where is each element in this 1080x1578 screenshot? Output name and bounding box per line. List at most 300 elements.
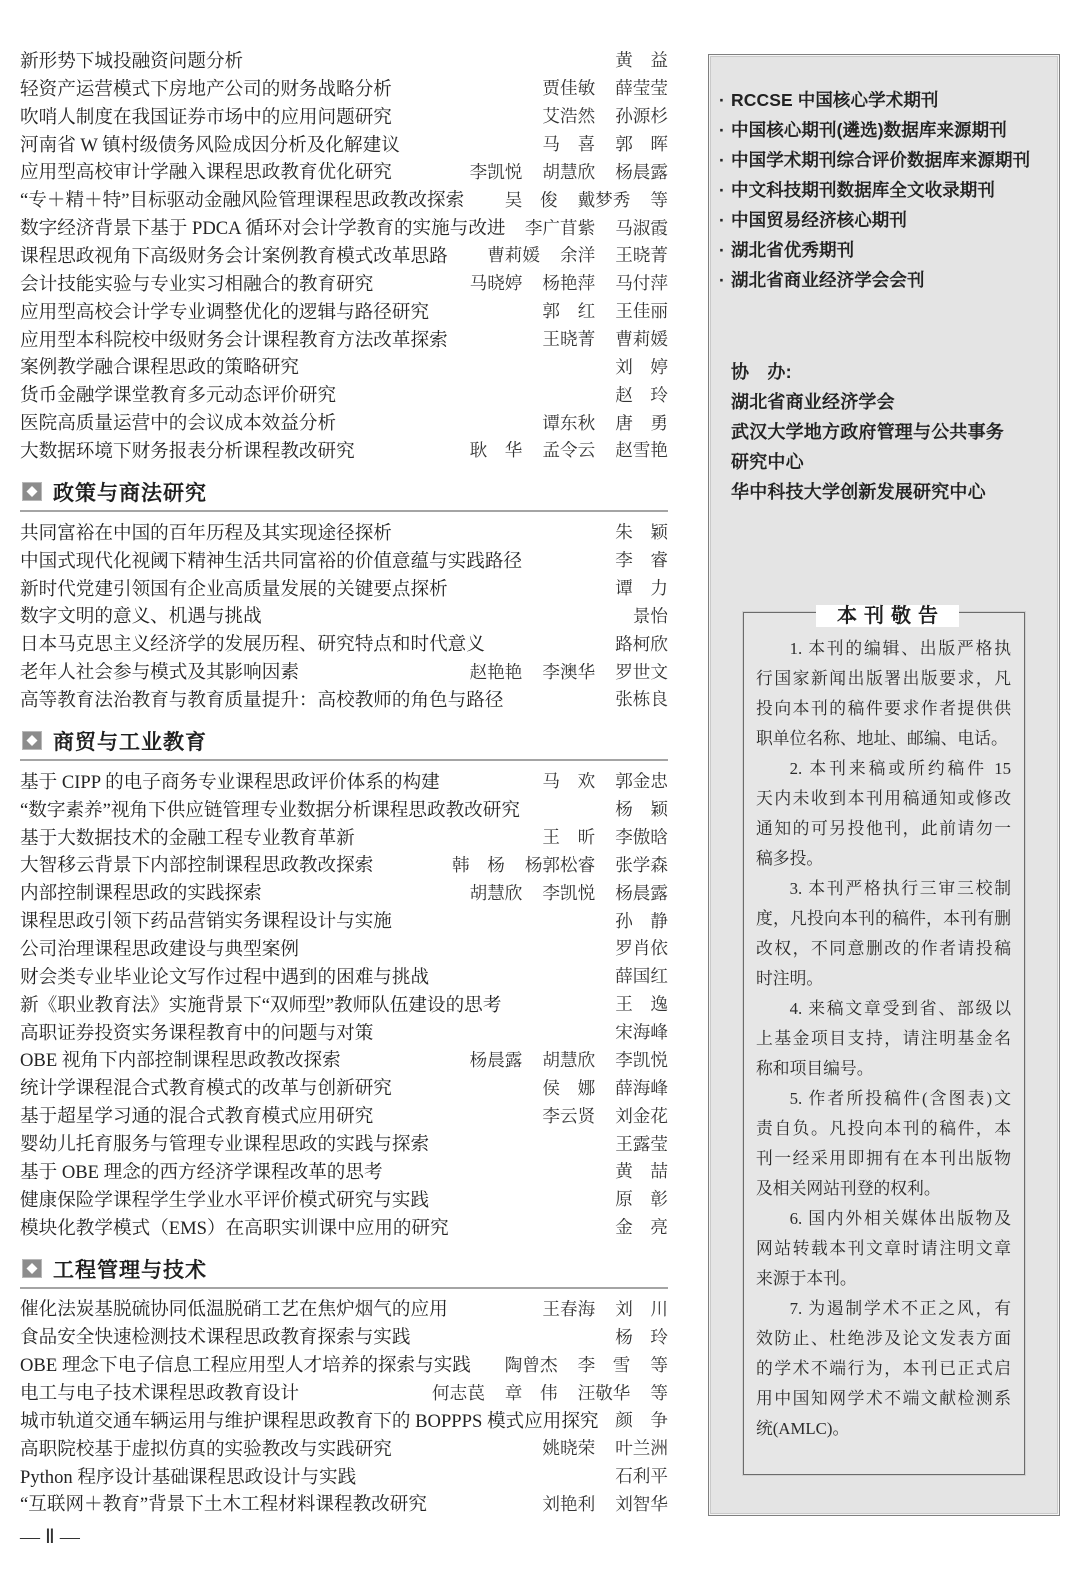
toc-section-trade-industry-education — [20, 713, 668, 1241]
article-author: 李凯悦 — [542, 882, 596, 903]
article-row — [20, 1185, 668, 1213]
journal-notice-box — [743, 605, 1025, 1475]
article-title: 应用型本科院校中级财务会计课程教育方法改革探索 — [20, 329, 448, 351]
article-author: 路柯欣 — [615, 633, 668, 654]
article-authors — [542, 326, 668, 351]
article-authors — [633, 603, 668, 628]
article-row — [20, 1490, 668, 1518]
article-author: 马淑霞 — [615, 217, 668, 238]
section-header — [20, 464, 668, 518]
article-title: 会计技能实验与专业实习相融合的教育研究 — [20, 273, 374, 295]
article-author: 赵雪艳 — [615, 440, 668, 461]
article-row — [20, 1434, 668, 1462]
article-author: 李 雪 — [577, 1354, 631, 1375]
article-author: 李 睿 — [615, 550, 668, 571]
article-title: 统计学课程混合式教育模式的改革与创新研究 — [20, 1078, 392, 1100]
article-authors — [615, 796, 668, 821]
article-author: 孙 静 — [615, 910, 668, 931]
article-author: 郭 晖 — [615, 134, 668, 154]
notice-line: 责自负。凡投向本刊的稿件，本 — [756, 1119, 1011, 1138]
indexing-label: 中国核心期刊(遴选)数据库来源期刊 — [731, 120, 1007, 140]
article-row — [20, 130, 668, 158]
bullet-icon: · — [719, 180, 725, 200]
article-row — [20, 574, 668, 602]
notice-line: 称和项目编号。 — [756, 1059, 874, 1078]
article-author: 何志苠 — [432, 1382, 485, 1403]
article-author: 杨晨露 — [469, 1049, 523, 1070]
article-row — [20, 74, 668, 102]
article-title: 日本马克思主义经济学的发展历程、研究特点和时代意义 — [20, 634, 485, 656]
article-row — [20, 1213, 668, 1241]
section-header-label — [20, 730, 207, 752]
article-author: 胡慧欣 — [542, 161, 596, 182]
article-author: 戴梦秀 — [577, 189, 631, 210]
indexing-item — [719, 115, 1030, 145]
article-authors — [542, 75, 668, 100]
article-author: 薛国红 — [615, 966, 668, 987]
article-author: 马付萍 — [615, 273, 668, 294]
article-title: 基于大数据技术的金融工程专业教育革新 — [20, 827, 355, 849]
toc-section-continued — [20, 46, 668, 464]
article-author: 景怡 — [632, 605, 668, 626]
indexing-label: 湖北省优秀期刊 — [731, 240, 855, 260]
notice-line: 改权，不同意删改的作者请投稿 — [756, 939, 1011, 958]
article-author: 艾浩然 — [542, 106, 596, 127]
notice-line: 效防止、杜绝涉及论文发表方面 — [756, 1329, 1011, 1348]
indexing-label: 湖北省商业经济学会会刊 — [731, 270, 925, 290]
notice-line: 3. 本刊严格执行三审三校制 — [789, 879, 1011, 898]
article-title: 大数据环境下财务报表分析课程教改研究 — [20, 440, 355, 462]
article-author: 胡慧欣 — [469, 882, 523, 903]
indexing-label: 中文科技期刊数据库全文收录期刊 — [731, 180, 995, 200]
article-author: 颜 争 — [615, 1410, 668, 1431]
article-author: 章 伟 — [504, 1382, 558, 1403]
article-author: 谭东秋 — [542, 412, 596, 433]
article-author: 王春海 — [542, 1298, 596, 1319]
article-title: 高等教育法治教育与教育质量提升：高校教师的角色与路径 — [20, 689, 504, 711]
article-author: 黄 喆 — [615, 1161, 668, 1182]
toc-section-engineering — [20, 1241, 668, 1518]
article-author: 马 欢 — [542, 771, 596, 792]
article-author: 朱 颖 — [615, 522, 668, 543]
article-row — [20, 213, 668, 241]
article-author: 谭 力 — [615, 578, 668, 599]
article-author: 吴 俊 — [504, 189, 558, 210]
co-organizers-label: 协 办: — [731, 362, 792, 382]
notice-line: 6. 国内外相关媒体出版物及 — [789, 1209, 1011, 1228]
notice-line: 2. 本刊来稿或所约稿件 15 — [789, 759, 1011, 778]
section-header-label — [20, 1258, 207, 1280]
article-author: 曹莉媛 — [615, 329, 668, 350]
notice-line: 职单位名称、地址、邮编、电话。 — [756, 729, 1008, 748]
article-author: 李傲晗 — [615, 827, 668, 848]
section-header — [20, 713, 668, 767]
article-title: 河南省 W 镇村级债务风险成因分析及化解建议 — [20, 134, 400, 156]
article-authors — [615, 908, 668, 933]
article-author: 杨艳萍 — [542, 273, 596, 294]
article-authors — [470, 437, 668, 462]
article-author: 杨 颖 — [615, 799, 668, 820]
article-author: 刘金花 — [615, 1105, 668, 1126]
article-title: 吹哨人制度在我国证券市场中的应用问题研究 — [20, 106, 392, 128]
article-author: 刘艳利 — [542, 1493, 596, 1514]
article-author: 孟令云 — [542, 440, 596, 461]
article-title: 货币金融学课堂教育多元动态评价研究 — [20, 385, 337, 407]
notice-line: 上基金项目支持，请注明基金名 — [756, 1029, 1011, 1048]
article-author: 胡慧欣 — [542, 1049, 596, 1070]
table-of-contents — [20, 46, 668, 1517]
article-author: 杨 玲 — [615, 1326, 668, 1347]
notice-line: 刊一经采用即拥有在本刊出版物 — [756, 1149, 1011, 1168]
notice-line: 投向本刊的稿件要求作者提供供 — [756, 699, 1011, 718]
article-author: 杨郭松睿 — [524, 854, 596, 875]
bullet-icon: · — [719, 90, 725, 110]
co-organizers — [731, 357, 1011, 507]
article-row — [20, 241, 668, 269]
notice-line: 4. 来稿文章受到省、部级以 — [789, 999, 1011, 1018]
article-author: 李广苜紫 — [524, 217, 596, 238]
notice-line: 统(AMLC)。 — [756, 1419, 850, 1438]
notice-line: 天内未收到本刊用稿通知或修改 — [756, 789, 1011, 808]
article-author: 郭金忠 — [615, 771, 668, 792]
article-title: 婴幼儿托育服务与管理专业课程思政的实践与探索 — [20, 1134, 430, 1155]
article-authors — [615, 354, 668, 379]
article-title: 内部控制课程思政的实践探索 — [20, 883, 262, 905]
article-author: 韩 杨 — [452, 854, 505, 875]
article-title: 数字文明的意义、机遇与挑战 — [20, 606, 262, 628]
article-authors — [542, 768, 668, 793]
article-author: 李凯悦 — [469, 161, 523, 182]
article-author: 罗世文 — [615, 661, 668, 682]
article-authors — [542, 1435, 668, 1460]
article-title: 基于超星学习通的混合式教育模式应用研究 — [20, 1106, 374, 1128]
article-title: OBE 视角下内部控制课程思政教改探索 — [20, 1050, 341, 1072]
article-author: 张学森 — [615, 854, 668, 875]
article-row — [20, 795, 668, 823]
article-row — [20, 325, 668, 353]
article-author: 叶兰洲 — [615, 1438, 668, 1459]
article-title: 高职证券投资实务课程教育中的问题与对策 — [20, 1022, 374, 1044]
article-title: 城市轨道交通车辆运用与维护课程思政教育下的 BOPPPS 模式应用探究 — [20, 1410, 599, 1432]
section-divider — [20, 759, 668, 761]
section-title: 政策与商法研究 — [53, 481, 207, 505]
article-authors — [615, 1019, 668, 1044]
notice-line: 的学术不端行为，本刊已正式启 — [756, 1359, 1011, 1378]
article-row — [20, 102, 668, 130]
article-title: 新形势下城投融资问题分析 — [20, 50, 244, 72]
indexing-item — [719, 205, 1030, 235]
section-header-label — [20, 481, 207, 503]
notice-line: 时注明。 — [756, 969, 824, 988]
article-authors — [542, 1491, 668, 1516]
section-divider — [20, 510, 668, 512]
article-authors — [615, 519, 668, 544]
bullet-icon: · — [719, 210, 725, 230]
article-row — [20, 601, 668, 629]
article-author: 王佳丽 — [615, 301, 668, 322]
diamond-square-icon — [22, 1259, 42, 1278]
article-title: 大智移云背景下内部控制课程思政教改探索 — [20, 855, 374, 877]
article-author: 刘智华 — [615, 1493, 668, 1514]
article-title: 应用型高校审计学融入课程思政教育优化研究 — [20, 162, 392, 184]
article-authors — [615, 575, 668, 600]
article-author: 耿 华 — [469, 440, 523, 461]
article-row — [20, 823, 668, 851]
diamond-square-icon — [22, 731, 42, 750]
article-row — [20, 1157, 668, 1185]
section-title: 商贸与工业教育 — [53, 730, 207, 754]
article-title: 电工与电子技术课程思政教育设计 — [20, 1383, 299, 1405]
article-author: 王晓菁 — [542, 329, 596, 350]
article-row — [20, 408, 668, 436]
notice-title: 本刊敬告 — [816, 605, 959, 627]
notice-line: 网站转载本刊文章时请注明文章 — [756, 1239, 1011, 1258]
bullet-icon: · — [719, 240, 725, 260]
article-row — [20, 850, 668, 878]
article-authors — [615, 631, 668, 656]
bullet-icon: · — [719, 150, 725, 170]
article-row — [20, 878, 668, 906]
article-authors — [615, 1158, 668, 1183]
article-author: 薛莹莹 — [615, 78, 668, 99]
article-author: 李云贤 — [542, 1105, 596, 1126]
notice-line: 7. 为遏制学术不正之风，有 — [789, 1299, 1011, 1318]
article-row — [20, 546, 668, 574]
article-authors — [525, 215, 668, 240]
article-author: 罗肖依 — [615, 938, 668, 959]
article-authors — [615, 382, 668, 407]
article-row — [20, 1073, 668, 1101]
indexing-label: RCCSE 中国核心学术期刊 — [731, 90, 939, 110]
article-author: 余洋 — [560, 245, 596, 266]
article-author: 姚晓荣 — [542, 1438, 596, 1459]
article-authors — [505, 187, 668, 212]
notice-line: 行国家新闻出版署出版要求，凡 — [756, 669, 1011, 688]
article-row — [20, 157, 668, 185]
article-author: 刘 婷 — [615, 356, 668, 377]
co-organizer: 武汉大学地方政府管理与公共事务研究中心 — [731, 422, 1004, 472]
indexing-label: 中国贸易经济核心期刊 — [731, 210, 907, 230]
section-header — [20, 1241, 668, 1295]
indexing-item — [719, 145, 1030, 175]
article-authors — [487, 242, 668, 267]
indexing-item — [719, 265, 1030, 295]
article-authors — [432, 1380, 668, 1405]
article-author: 杨晨露 — [615, 161, 668, 182]
article-title: 新时代党建引领国有企业高质量发展的关键要点探析 — [20, 578, 448, 600]
article-row — [20, 518, 668, 546]
article-author: 等 — [650, 189, 668, 210]
article-row — [20, 297, 668, 325]
article-row — [20, 990, 668, 1018]
article-author: 赵 玲 — [615, 384, 668, 405]
article-title: “专＋精＋特”目标驱动金融风险管理课程思政教改探索 — [20, 190, 465, 212]
article-row — [20, 1018, 668, 1046]
article-authors — [615, 963, 668, 988]
article-row — [20, 1129, 668, 1157]
notice-line: 1. 本刊的编辑、出版严格执 — [789, 639, 1011, 658]
article-row — [20, 657, 668, 685]
article-author: 曹莉媛 — [487, 245, 540, 266]
article-author: 王 逸 — [615, 994, 668, 1015]
article-authors — [452, 852, 668, 877]
article-title: 新《职业教育法》实施背景下“双师型”教师队伍建设的思考 — [20, 994, 502, 1016]
article-author: 等 — [650, 1382, 668, 1403]
toc-section-policy-law — [20, 464, 668, 713]
notice-line: 度，凡投向本刊的稿件，本刊有删 — [756, 909, 1011, 928]
article-authors — [615, 1131, 668, 1156]
article-row — [20, 436, 668, 464]
article-title: 数字经济背景下基于 PDCA 循环对会计学教育的实施与改进 — [20, 218, 506, 240]
article-title: 健康保险学课程学生学业水平评价模式研究与实践 — [20, 1189, 430, 1211]
article-title: 食品安全快速检测技术课程思政教育探索与实践 — [20, 1327, 411, 1349]
notice-line: 稿多投。 — [756, 849, 824, 868]
article-author: 李澳华 — [542, 661, 596, 682]
article-author: 汪敬华 — [577, 1382, 631, 1403]
article-row — [20, 629, 668, 657]
article-author: 郭 红 — [542, 301, 596, 322]
page-number: — Ⅱ — — [20, 1526, 80, 1548]
article-row — [20, 1378, 668, 1406]
notice-line: 及相关网站刊登的权利。 — [756, 1179, 941, 1198]
article-authors — [615, 547, 668, 572]
article-row — [20, 1350, 668, 1378]
article-authors — [542, 1296, 668, 1321]
article-authors — [542, 824, 668, 849]
article-title: 模块化教学模式（EMS）在高职实训课中应用的研究 — [20, 1217, 449, 1239]
article-title: 课程思政引领下药品营销实务课程设计与实施 — [20, 911, 392, 933]
article-authors — [542, 103, 668, 128]
notice-line: 用中国知网学术不端文献检测系 — [756, 1389, 1011, 1408]
article-authors — [542, 298, 668, 323]
article-title: 财会类专业毕业论文写作过程中遇到的困难与挑战 — [20, 966, 430, 988]
co-organizer: 湖北省商业经济学会 — [731, 392, 895, 412]
article-title: 共同富裕在中国的百年历程及其实现途径探析 — [20, 522, 392, 544]
indexing-item — [719, 175, 1030, 205]
article-authors — [542, 1103, 668, 1128]
notice-line: 通知的可另投他刊，此前请勿一 — [756, 819, 1011, 838]
article-row — [20, 1295, 668, 1323]
article-authors — [615, 1186, 668, 1211]
article-row — [20, 1101, 668, 1129]
article-authors — [615, 1463, 668, 1488]
article-authors — [470, 880, 668, 905]
article-row — [20, 352, 668, 380]
article-author: 杨晨露 — [615, 882, 668, 903]
article-authors — [470, 270, 668, 295]
article-title: 老年人社会参与模式及其影响因素 — [20, 662, 299, 684]
indexing-label: 中国学术期刊综合评价数据库来源期刊 — [731, 150, 1031, 170]
article-row — [20, 269, 668, 297]
article-authors — [470, 659, 668, 684]
article-author: 王晓菁 — [615, 245, 668, 266]
article-authors — [470, 159, 668, 184]
article-author: 等 — [650, 1354, 668, 1375]
article-title: 轻资产运营模式下房地产公司的财务战略分析 — [20, 78, 392, 100]
article-author: 李凯悦 — [615, 1049, 668, 1070]
article-title: 催化法炭基脱硫协同低温脱硝工艺在焦炉烟气的应用 — [20, 1299, 448, 1321]
article-author: 刘 川 — [615, 1298, 668, 1319]
article-title: OBE 理念下电子信息工程应用型人才培养的探索与实践 — [20, 1355, 471, 1377]
article-author: 侯 娜 — [542, 1077, 596, 1098]
article-row — [20, 962, 668, 990]
bullet-icon: · — [719, 120, 725, 140]
article-title: 应用型高校会计学专业调整优化的逻辑与路径研究 — [20, 301, 430, 323]
article-author: 王露莹 — [615, 1133, 668, 1154]
article-author: 石利平 — [615, 1466, 668, 1487]
section-divider — [20, 1287, 668, 1289]
indexing-list — [719, 85, 1030, 295]
article-author: 唐 勇 — [615, 412, 668, 433]
article-title: “数字素养”视角下供应链管理专业数据分析课程思政教改研究 — [20, 799, 520, 821]
article-author: 赵艳艳 — [469, 661, 523, 682]
indexing-item — [719, 235, 1030, 265]
article-title: 公司治理课程思政建设与典型案例 — [20, 938, 299, 960]
article-authors — [615, 935, 668, 960]
article-author: 王 昕 — [542, 827, 596, 848]
diamond-square-icon — [22, 482, 42, 501]
article-authors — [470, 1047, 668, 1072]
article-author: 张栋良 — [615, 689, 668, 710]
article-author: 马 喜 — [542, 134, 596, 154]
indexing-item — [719, 85, 1030, 115]
article-author: 马晓婷 — [469, 273, 523, 294]
article-title: “互联网＋教育”背景下土木工程材料课程教改研究 — [20, 1494, 427, 1516]
article-authors — [542, 131, 668, 156]
article-authors — [615, 686, 668, 711]
article-title: 案例教学融合课程思政的策略研究 — [20, 357, 299, 379]
article-author: 薛海峰 — [615, 1077, 668, 1098]
article-title: 中国式现代化视阈下精神生活共同富裕的价值意蕴与实践路径 — [20, 550, 523, 572]
article-title: Python 程序设计基础课程思政设计与实践 — [20, 1466, 357, 1488]
article-row — [20, 906, 668, 934]
article-author: 陶曾杰 — [504, 1354, 558, 1375]
article-title: 高职院校基于虚拟仿真的实验教改与实践研究 — [20, 1438, 392, 1460]
bullet-icon: · — [719, 270, 725, 290]
section-title: 工程管理与技术 — [53, 1258, 207, 1282]
article-authors — [615, 47, 668, 72]
article-title: 基于 OBE 理念的西方经济学课程改革的思考 — [20, 1161, 383, 1183]
article-row — [20, 380, 668, 408]
article-authors — [615, 1407, 668, 1432]
article-title: 课程思政视角下高级财务会计案例教育模式改革思路 — [20, 245, 448, 267]
article-author: 孙源杉 — [615, 106, 668, 127]
article-author: 宋海峰 — [615, 1022, 668, 1043]
article-title: 医院高质量运营中的会议成本效益分析 — [20, 413, 337, 435]
article-row — [20, 46, 668, 74]
co-organizer: 华中科技大学创新发展研究中心 — [731, 482, 986, 502]
article-authors — [615, 1324, 668, 1349]
notice-line: 来源于本刊。 — [756, 1269, 857, 1288]
article-authors — [542, 410, 668, 435]
article-row — [20, 1046, 668, 1074]
article-authors — [542, 1075, 668, 1100]
article-row — [20, 685, 668, 713]
article-row — [20, 185, 668, 213]
article-author: 贾佳敏 — [542, 78, 596, 99]
article-row — [20, 1322, 668, 1350]
article-row — [20, 934, 668, 962]
article-authors — [615, 991, 668, 1016]
article-row — [20, 1406, 668, 1434]
article-authors — [615, 1214, 668, 1239]
article-author: 黄 益 — [615, 50, 668, 71]
article-authors — [505, 1352, 668, 1377]
notice-line: 5. 作者所投稿件(含图表)文 — [789, 1089, 1011, 1108]
article-row — [20, 767, 668, 795]
article-author: 原 彰 — [615, 1189, 668, 1210]
article-row — [20, 1462, 668, 1490]
